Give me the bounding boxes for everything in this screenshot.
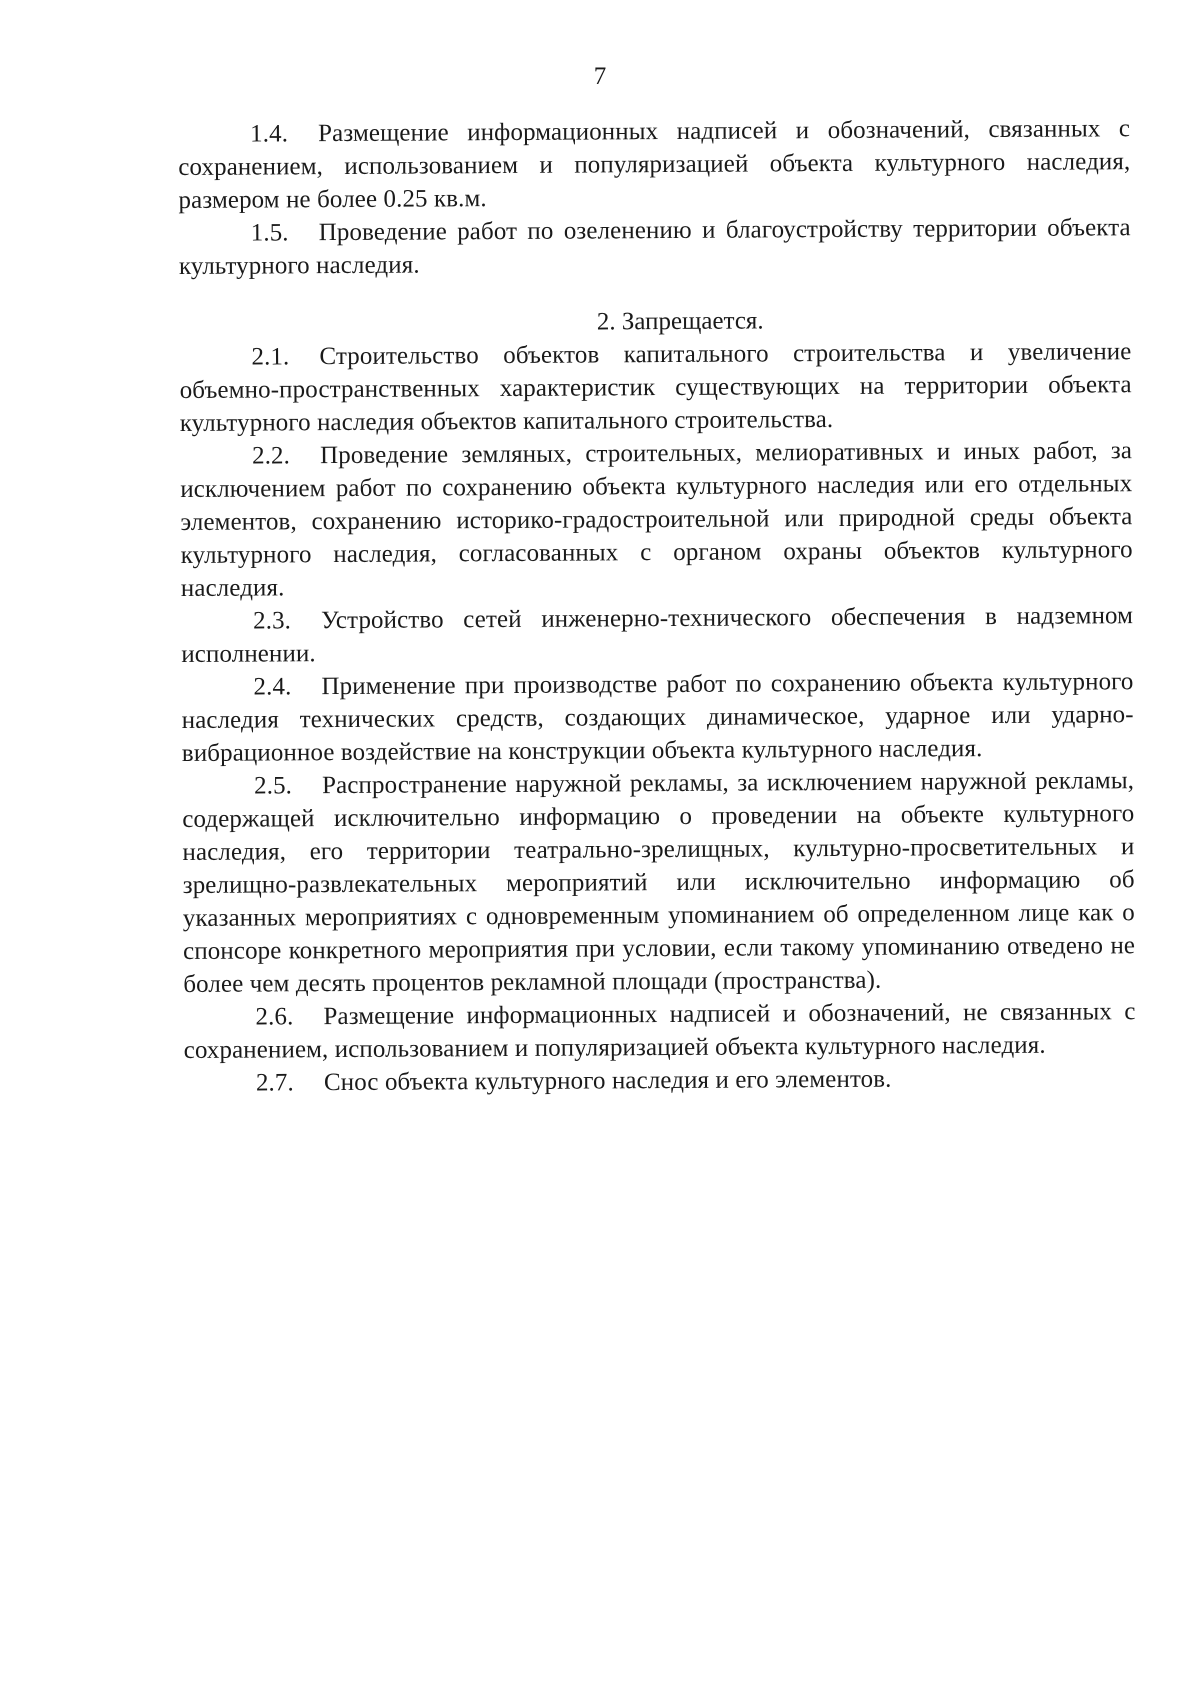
- clause-2-4: [181, 665, 1134, 770]
- clause-number: 1.4.: [250, 120, 289, 148]
- clause-number: 2.7.: [255, 1069, 294, 1097]
- clause-number: 1.5.: [250, 219, 289, 247]
- clause-1-5: [179, 211, 1131, 283]
- clause-2-2: [180, 434, 1133, 605]
- page-number: 7: [593, 63, 607, 90]
- clause-number: 2.2.: [251, 442, 291, 470]
- clause-2-1: [179, 335, 1132, 440]
- clause-number: 2.6.: [255, 1003, 294, 1031]
- clause-2-7: [184, 1061, 1136, 1100]
- clause-text: Проведение работ по озеленению и благоустройству территории объекта культурного наследия.: [178, 214, 1131, 280]
- clause-2-6: [183, 995, 1135, 1067]
- clause-text: Распространение наружной рекламы, за исключением наружной рекламы, содержащей исключительно информацию о проведении на объекте культурного наследия, его территории театрально-зрелищных, культурно-просветительных и зрелищно-развлекательных мероприятий или исключительно информацию об указанных мероприятиях с одновременным упоминанием об определенном лице как о спонсоре конкретного мероприятия при условии, если такому упоминанию отведено не более чем десять процентов рекламной площади (пространства).: [182, 767, 1136, 998]
- clause-text: Размещение информационных надписей и обозначений, связанных с сохранением, использованием и популяризацией объекта культурного наследия, размером не более 0.25 кв.м.: [178, 115, 1131, 214]
- clause-2-5: [182, 764, 1135, 1001]
- clause-text: Проведение земляных, строительных, мелиоративных и иных работ, за исключением работ по сохранению объекта культурного наследия или его отдельных элементов, сохранению историко-градостроительной или природной среды объекта культурного наследия, согласованных с органом охраны объектов культурного наследия.: [180, 437, 1133, 602]
- clause-2-3: [181, 599, 1133, 671]
- clause-1-4: [178, 112, 1131, 217]
- clause-text: Размещение информационных надписей и обозначений, не связанных с сохранением, использованием и популяризацией объекта культурного наследия.: [183, 998, 1136, 1064]
- clause-number: 2.3.: [252, 607, 292, 635]
- clause-text: Применение при производстве работ по сохранению объекта культурного наследия технических средств, создающих динамическое, ударное или ударно-вибрационное воздействие на конструкции объекта культурного наследия.: [181, 668, 1134, 767]
- clause-number: 2.1.: [251, 343, 290, 371]
- clause-number: 2.4.: [253, 673, 292, 701]
- clause-number: 2.5.: [253, 772, 293, 800]
- clause-text: Устройство сетей инженерно-технического обеспечения в надземном исполнении.: [181, 602, 1134, 668]
- clause-text: Снос объекта культурного наследия и его элементов.: [323, 1065, 892, 1097]
- clause-text: Строительство объектов капитального строительства и увеличение объемно-пространственных характеристик существующих на территории объекта культурного наследия объектов капитального строительства.: [179, 338, 1132, 437]
- section-heading: 2. Запрещается.: [596, 307, 764, 336]
- document-body: [178, 112, 1136, 1100]
